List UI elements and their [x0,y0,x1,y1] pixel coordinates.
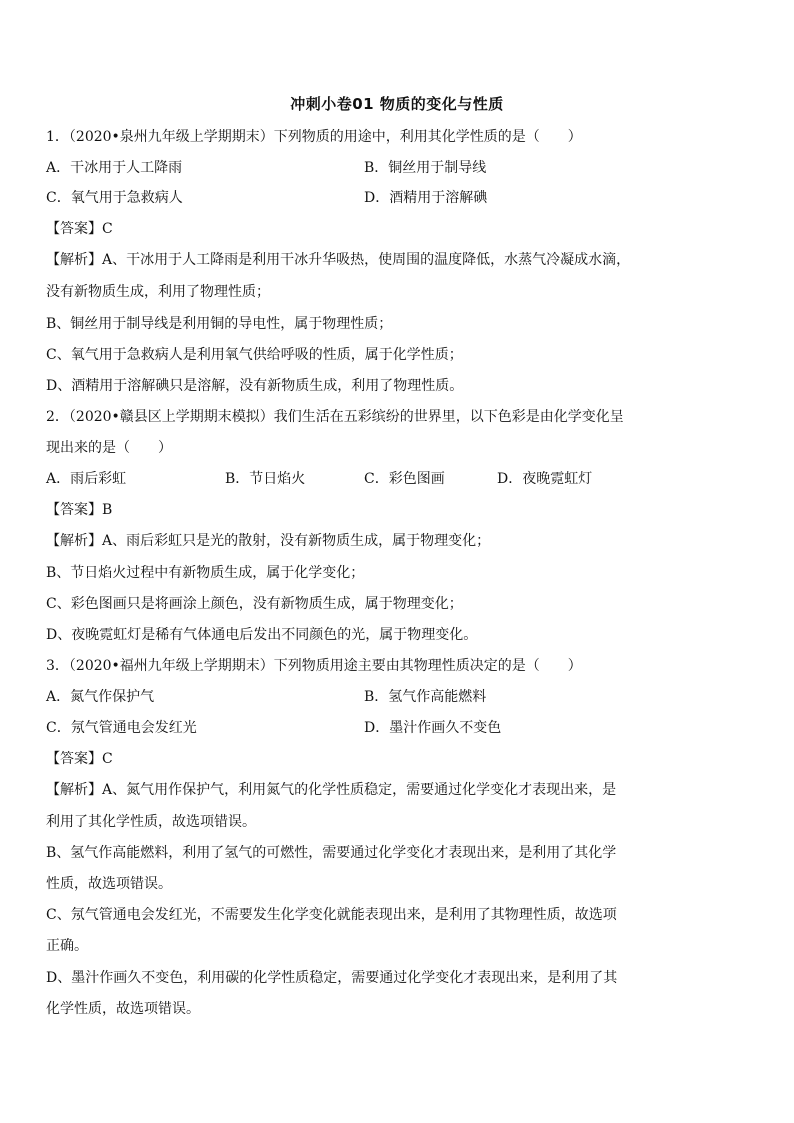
question-1-stem: 1．（2020•泉州九年级上学期期末）下列物质的用途中，利用其化学性质的是（ ） [46,129,582,145]
question-3-option-b: B．氢气作高能燃料 [364,689,487,705]
question-1-analysis-line: 【解析】A、干冰用于人工降雨是利用干冰升华吸热，使周围的温度降低，水蒸气冷凝成水滴， [46,252,631,268]
question-2-option-d: D．夜晚霓虹灯 [497,471,593,487]
question-1-option-d: D．酒精用于溶解碘 [364,190,488,206]
question-3-option-c: C．氖气管通电会发红光 [46,720,197,736]
question-2-stem-line-1: 2．（2020•赣县区上学期期末模拟）我们生活在五彩缤纷的世界里，以下色彩是由化学变化呈 [46,409,624,425]
question-1-option-c: C．氧气用于急救病人 [46,190,183,206]
question-1-analysis-line: B、铜丝用于制导线是利用铜的导电性，属于物理性质； [46,316,393,332]
question-1-answer: 【答案】C [46,221,113,237]
page-title: 冲刺小卷01 物质的变化与性质 [290,95,504,113]
question-1-analysis-line: C、氧气用于急救病人是利用氧气供给呼吸的性质，属于化学性质； [46,347,463,363]
question-3-analysis-line: 【解析】A、氮气用作保护气，利用氮气的化学性质稳定，需要通过化学变化才表现出来，是 [46,782,617,798]
question-3-option-a: A．氮气作保护气 [46,689,155,705]
question-3-answer: 【答案】C [46,751,113,767]
question-1-option-b: B．铜丝用于制导线 [364,160,487,176]
question-3-option-d: D．墨汁作画久不变色 [364,720,502,736]
question-3-analysis-line: B、氢气作高能燃料，利用了氢气的可燃性，需要通过化学变化才表现出来，是利用了其化学 [46,845,617,861]
question-2-analysis-line: D、夜晚霓虹灯是稀有气体通电后发出不同颜色的光，属于物理变化。 [46,627,478,643]
question-3-analysis-line: D、墨汁作画久不变色，利用碳的化学性质稳定，需要通过化学变化才表现出来，是利用了其 [46,970,618,986]
question-2-option-a: A．雨后彩虹 [46,471,127,487]
question-1-analysis-line: 没有新物质生成，利用了物理性质； [46,284,270,300]
question-2-analysis-line: 【解析】A、雨后彩虹只是光的散射，没有新物质生成，属于物理变化； [46,533,491,549]
question-2-option-c: C．彩色图画 [364,471,445,487]
question-3-analysis-line: 利用了其化学性质，故选项错误。 [46,814,256,830]
question-3-analysis-line: 性质，故选项错误。 [46,876,172,892]
question-1-analysis-line: D、酒精用于溶解碘只是溶解，没有新物质生成，利用了物理性质。 [46,378,464,394]
question-2-option-b: B．节日焰火 [225,471,306,487]
question-3-analysis-line: 正确。 [46,938,88,954]
question-3-stem: 3．（2020•福州九年级上学期期末）下列物质用途主要由其物理性质决定的是（ ） [46,658,582,674]
question-2-answer: 【答案】B [46,502,113,518]
question-2-stem-line-2: 现出来的是（ ） [46,440,172,456]
question-2-analysis-line: C、彩色图画只是将画涂上颜色，没有新物质生成，属于物理变化； [46,596,463,612]
question-2-analysis-line: B、节日焰火过程中有新物质生成，属于化学变化； [46,565,365,581]
question-1-option-a: A．干冰用于人工降雨 [46,160,183,176]
question-3-analysis-line: 化学性质，故选项错误。 [46,1001,200,1017]
question-3-analysis-line: C、氖气管通电会发红光，不需要发生化学变化就能表现出来，是利用了其物理性质，故选项 [46,907,617,923]
